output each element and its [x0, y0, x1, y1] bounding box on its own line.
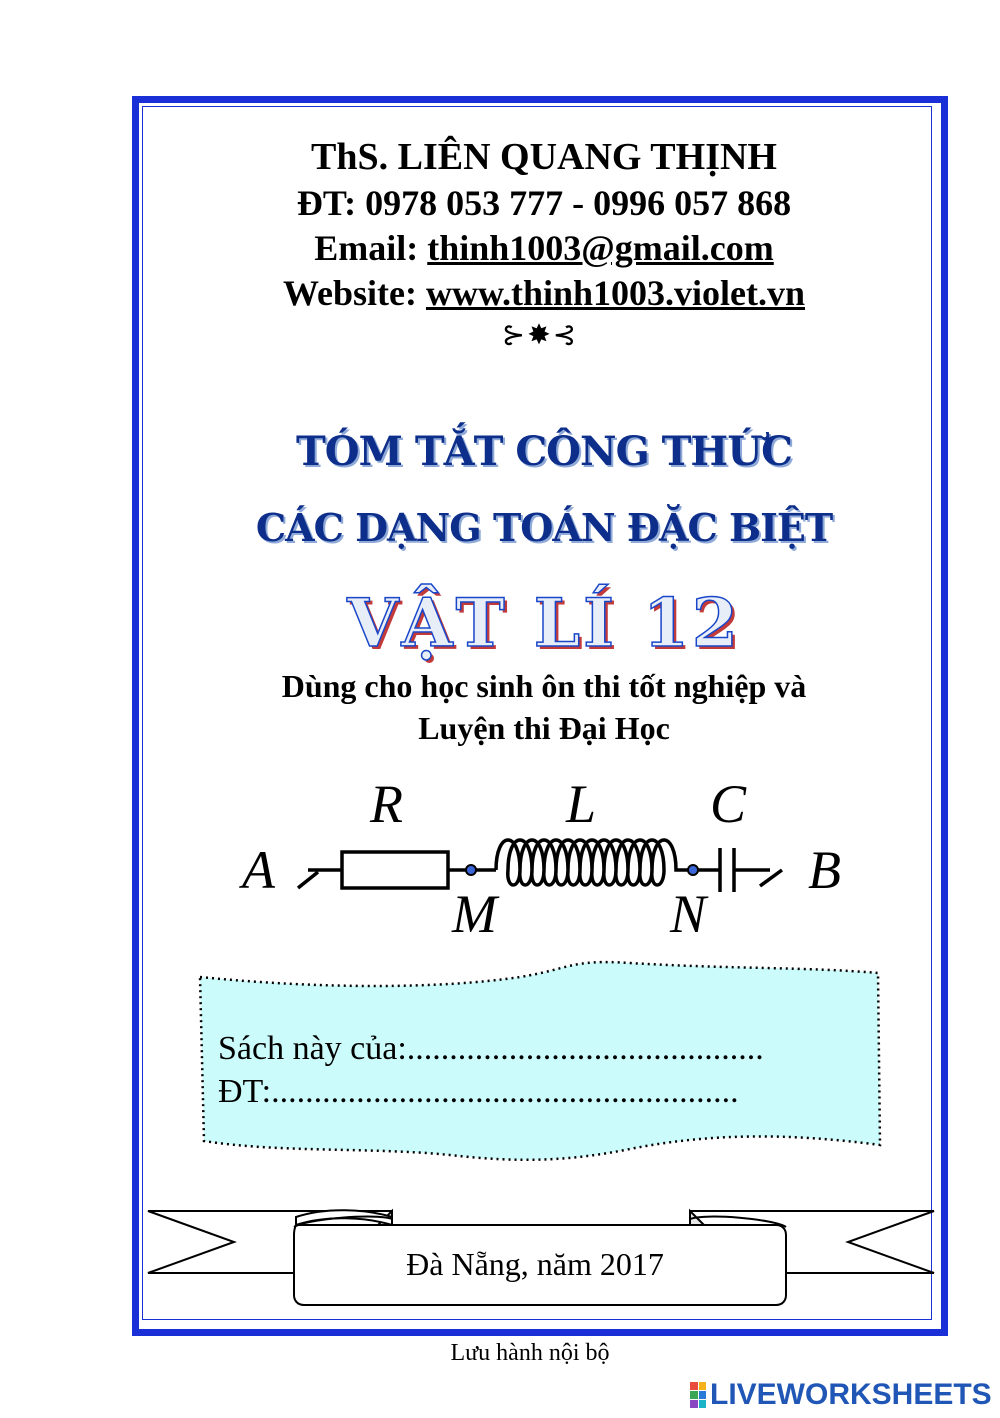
- phone-line: ĐT: 0978 053 777 - 0996 057 868: [296, 183, 792, 223]
- inductor-coil: [496, 840, 688, 885]
- place-date: Đà Nẵng, năm 2017: [406, 1246, 664, 1282]
- email-line: [140, 227, 948, 269]
- owner-phone-field[interactable]: ĐT:.......................................................: [218, 1073, 739, 1110]
- email-link[interactable]: thinh1003@gmail.com: [427, 228, 774, 268]
- subject-title: VẬT LÍ 12: [347, 584, 741, 662]
- description-line-1: Dùng cho học sinh ôn thi tốt nghiệp và: [281, 668, 807, 704]
- label-m: M: [452, 884, 497, 940]
- title-line-1: TÓM TẮT CÔNG THỨC: [296, 428, 792, 475]
- email-label: Email:: [314, 228, 428, 268]
- node-n: [688, 865, 698, 875]
- label-b: B: [808, 840, 841, 900]
- website-link[interactable]: www.thinh1003.violet.vn: [425, 273, 806, 313]
- internal-circulation-note: Lưu hành nội bộ: [450, 1340, 610, 1366]
- liveworksheets-watermark: [690, 1378, 992, 1412]
- label-n: N: [670, 884, 707, 940]
- website-label: Website:: [282, 273, 426, 313]
- liveworksheets-logo-icon: [690, 1382, 706, 1408]
- rlc-circuit-diagram: [230, 760, 870, 940]
- resistor-symbol: [342, 852, 448, 888]
- label-l: L: [566, 774, 597, 834]
- label-r: R: [370, 774, 403, 834]
- ornament-divider: ⊱✸⊰: [501, 320, 579, 351]
- label-c: C: [710, 774, 747, 834]
- title-line-2: CÁC DẠNG TOÁN ĐẶC BIỆT: [255, 505, 833, 550]
- description-line-2: Luyện thi Đại Học: [418, 710, 670, 746]
- node-m: [466, 865, 476, 875]
- author-name: ThS. LIÊN QUANG THỊNH: [311, 136, 777, 178]
- owner-name-field[interactable]: Sách này của:..........................................: [218, 1030, 764, 1067]
- website-line: [140, 272, 948, 314]
- watermark-text: LIVEWORKSHEETS: [710, 1378, 992, 1411]
- label-a: A: [242, 840, 275, 900]
- circuit-wires: [298, 840, 782, 892]
